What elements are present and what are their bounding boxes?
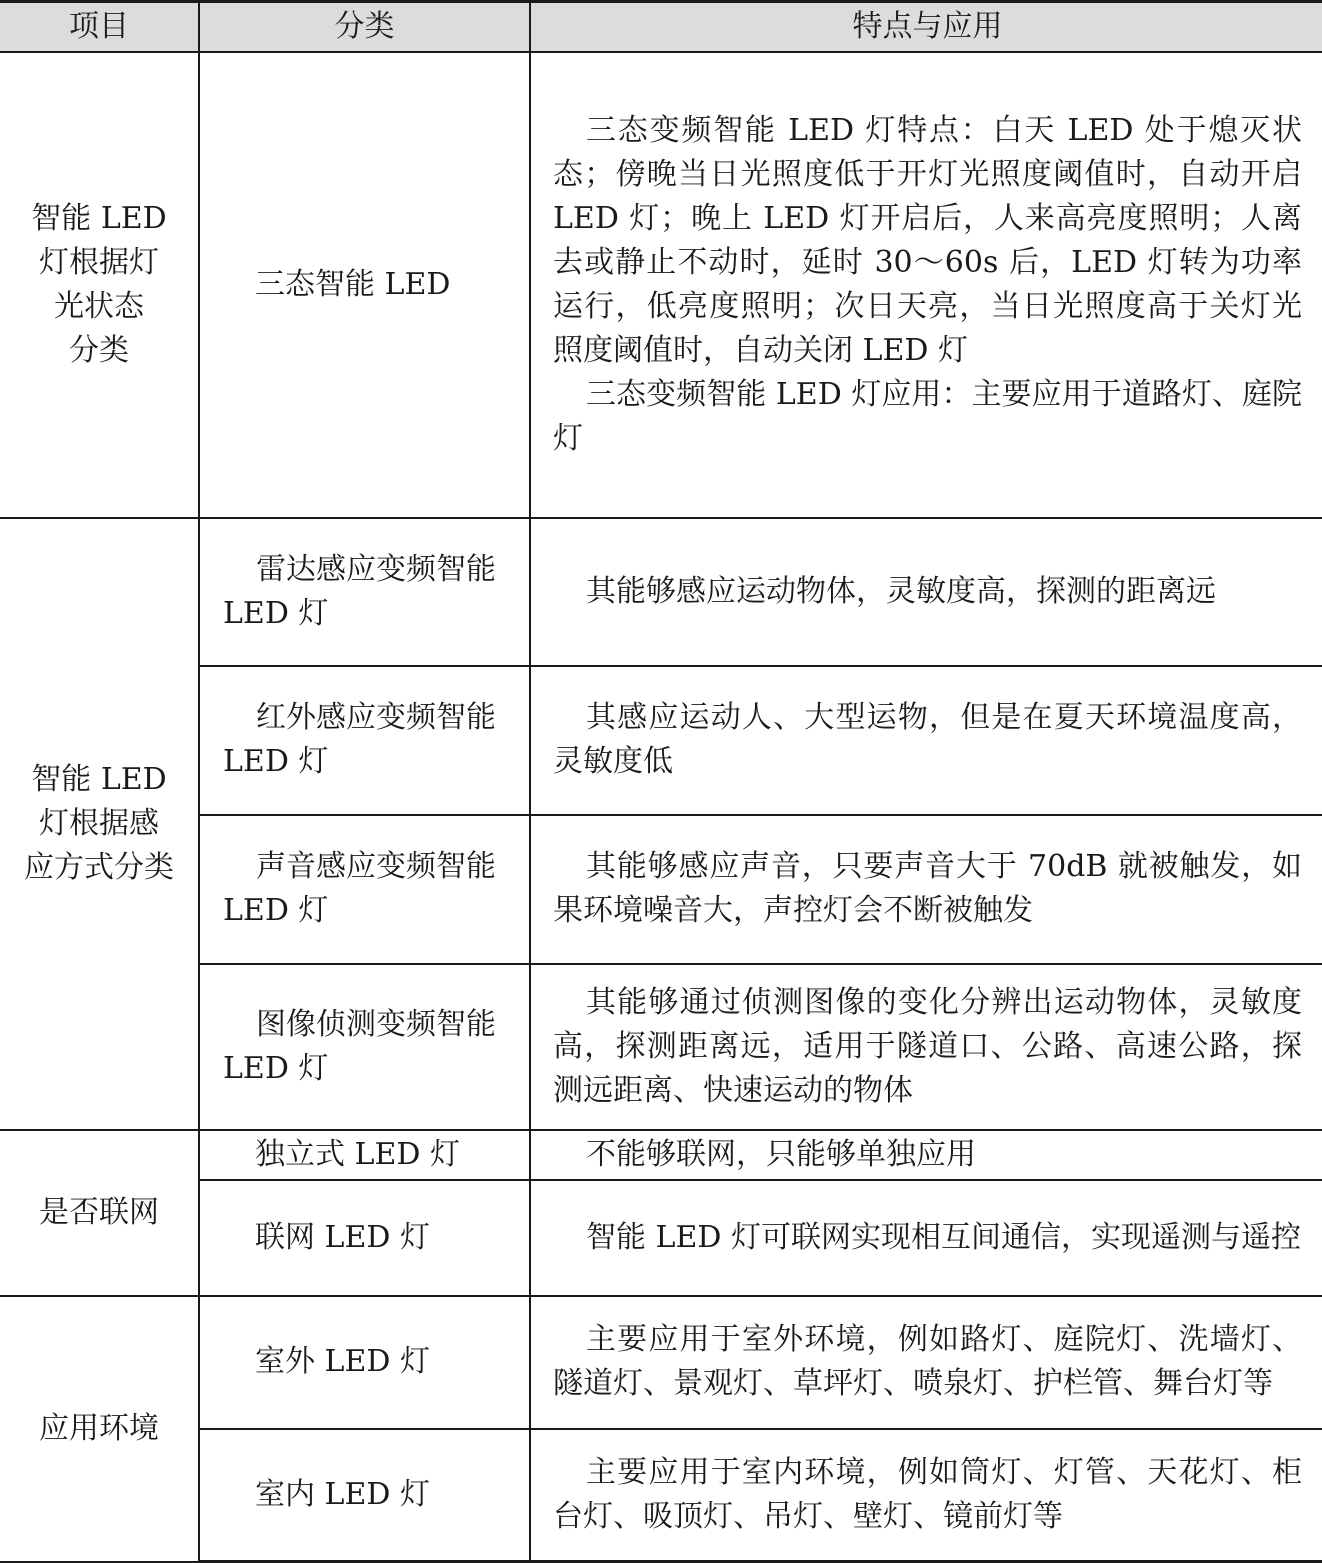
category-cell (199, 815, 530, 964)
category-text: 联网 LED 灯 (255, 1219, 430, 1255)
table-row (0, 1296, 1322, 1429)
item-line: 应方式分类 (24, 849, 174, 885)
features-paragraph: 其感应运动人、大型运物，但是在夏天环境温度高，灵敏度低 (553, 700, 1302, 779)
category-text: 雷达感应变频智能 LED 灯 (223, 551, 496, 631)
item-cell (0, 1296, 199, 1562)
features-cell (530, 1296, 1322, 1429)
features-paragraph: 其能够通过侦测图像的变化分辨出运动物体，灵敏度高，探测距离远，适用于隧道口、公路、高速公路，探测远距离、快速运动的物体 (553, 984, 1302, 1108)
category-text: 独立式 LED 灯 (255, 1136, 460, 1172)
table-row (0, 518, 1322, 666)
features-cell (530, 52, 1322, 518)
category-cell (199, 1180, 530, 1296)
item-cell (0, 52, 199, 518)
features-paragraph: 三态变频智能 LED 灯应用：主要应用于道路灯、庭院灯 (553, 376, 1302, 456)
table-row (0, 964, 1322, 1130)
category-cell (199, 964, 530, 1130)
category-text: 声音感应变频智能 LED 灯 (223, 849, 496, 928)
item-cell (0, 518, 199, 1130)
table-row (0, 815, 1322, 964)
header-category: 分类 (199, 2, 530, 52)
features-paragraph: 主要应用于室外环境，例如路灯、庭院灯、洗墙灯、隧道灯、景观灯、草坪灯、喷泉灯、护栏管、舞台灯等 (553, 1322, 1302, 1401)
features-cell (530, 1130, 1322, 1180)
features-cell (530, 1180, 1322, 1296)
category-cell (199, 1429, 530, 1562)
category-cell (199, 666, 530, 815)
item-line: 光状态 (54, 288, 144, 324)
category-text: 红外感应变频智能 LED 灯 (223, 700, 496, 779)
category-text: 室外 LED 灯 (255, 1344, 430, 1379)
features-paragraph: 三态变频智能 LED 灯特点：白天 LED 处于熄灭状态；傍晚当日光照度低于开灯光照度阈值时，自动开启 LED 灯；晚上 LED 灯开启后，人来高亮度照明；人离去或静止不动时，延时 30～60s 后，LED 灯转为功率运行，低亮度照明；次日天亮，当日光照度高于关灯光照度阈值时，自动关闭 LED 灯 (553, 112, 1302, 368)
features-paragraph: 主要应用于室内环境，例如筒灯、灯管、天花灯、柜台灯、吸顶灯、吊灯、壁灯、镜前灯等 (553, 1454, 1302, 1534)
category-text: 室内 LED 灯 (255, 1476, 430, 1512)
category-cell (199, 518, 530, 666)
item-line: 智能 LED (31, 200, 167, 236)
table-row (0, 1180, 1322, 1296)
category-text: 图像侦测变频智能 LED 灯 (223, 1006, 496, 1086)
item-line: 应用环境 (39, 1410, 159, 1446)
category-cell (199, 52, 530, 518)
features-paragraph: 不能够联网，只能够单独应用 (586, 1136, 976, 1172)
features-cell (530, 666, 1322, 815)
category-cell (199, 1130, 530, 1180)
item-line: 分类 (69, 332, 129, 368)
features-cell (530, 815, 1322, 964)
features-cell (530, 1429, 1322, 1562)
item-line: 智能 LED (31, 761, 167, 797)
features-cell (530, 518, 1322, 666)
features-paragraph: 其能够感应运动物体，灵敏度高，探测的距离远 (586, 573, 1216, 609)
header-row (0, 2, 1322, 52)
table-row (0, 1130, 1322, 1180)
table-row (0, 1429, 1322, 1562)
table-row (0, 52, 1322, 518)
header-features: 特点与应用 (530, 2, 1322, 52)
features-paragraph: 智能 LED 灯可联网实现相互间通信，实现遥测与遥控 (586, 1219, 1301, 1255)
header-item: 项目 (0, 2, 199, 52)
category-cell (199, 1296, 530, 1429)
category-text: 三态智能 LED (255, 266, 451, 302)
features-paragraph: 其能够感应声音，只要声音大于 70dB 就被触发，如果环境噪音大，声控灯会不断被触发 (553, 849, 1302, 928)
item-line: 是否联网 (39, 1194, 159, 1230)
item-line: 灯根据感 (39, 805, 159, 841)
item-line: 灯根据灯 (39, 244, 159, 280)
item-cell (0, 1130, 199, 1296)
table-row (0, 666, 1322, 815)
features-cell (530, 964, 1322, 1130)
